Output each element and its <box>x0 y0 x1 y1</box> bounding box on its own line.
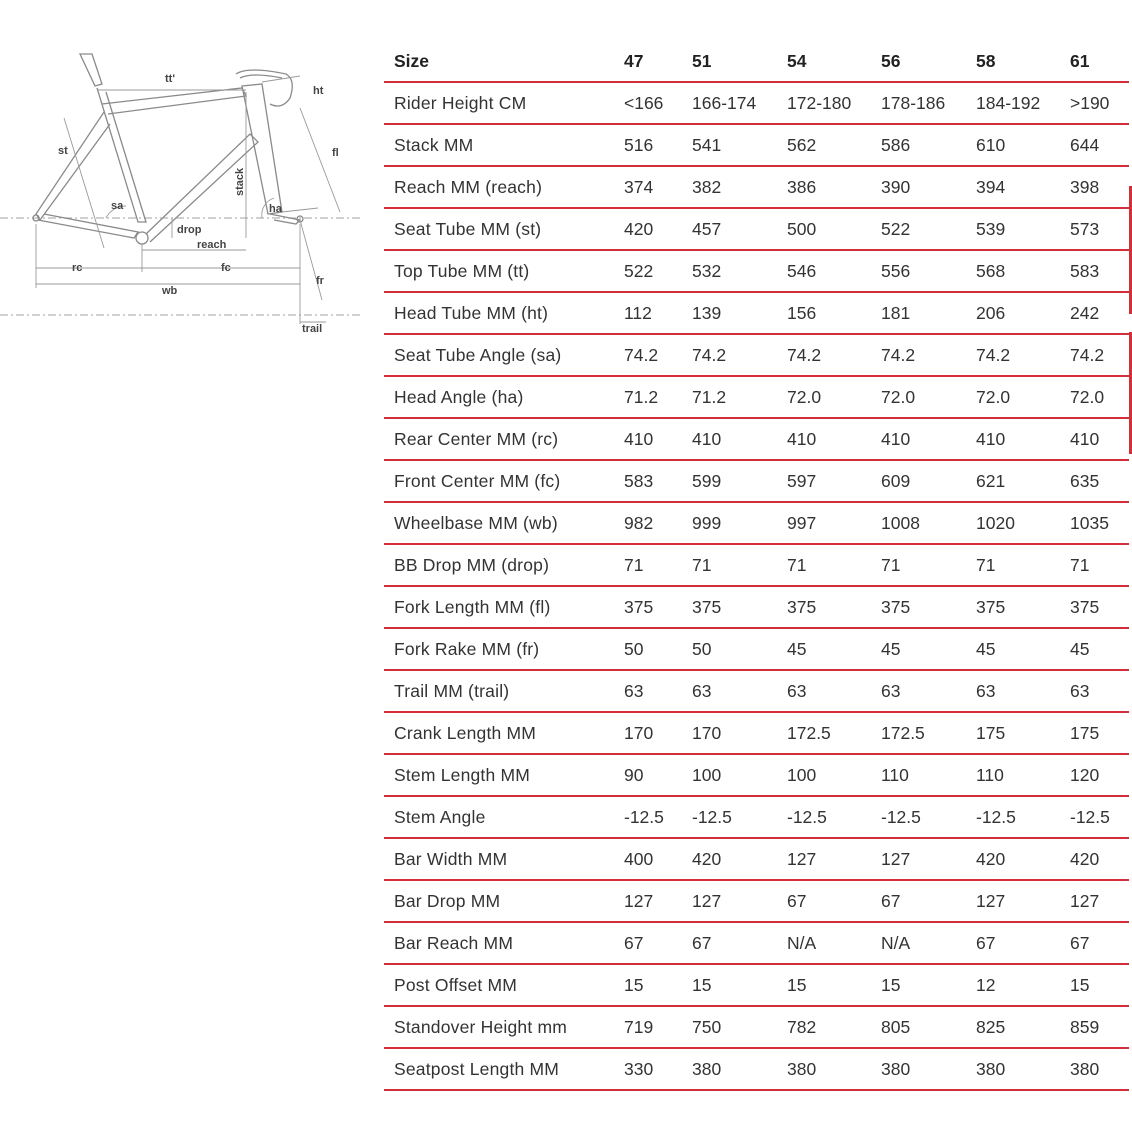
size-column-header: 51 <box>682 41 777 82</box>
table-cell: 1035 <box>1060 502 1129 544</box>
row-label: Top Tube MM (tt) <box>384 250 614 292</box>
table-cell: 410 <box>777 418 871 460</box>
table-cell: 166-174 <box>682 82 777 124</box>
row-label: Standover Height mm <box>384 1006 614 1048</box>
table-cell: 15 <box>871 964 966 1006</box>
table-cell: 71 <box>614 544 682 586</box>
table-cell: 635 <box>1060 460 1129 502</box>
table-cell: 63 <box>966 670 1060 712</box>
table-row <box>384 964 1129 1006</box>
table-cell: 556 <box>871 250 966 292</box>
table-cell: 172.5 <box>871 712 966 754</box>
table-cell: 621 <box>966 460 1060 502</box>
table-cell: 172.5 <box>777 712 871 754</box>
table-cell: 181 <box>871 292 966 334</box>
table-cell: -12.5 <box>1060 796 1129 838</box>
table-cell: 644 <box>1060 124 1129 166</box>
table-row <box>384 544 1129 586</box>
table-cell: 380 <box>777 1048 871 1090</box>
table-cell: 63 <box>777 670 871 712</box>
table-cell: 375 <box>1060 586 1129 628</box>
table-cell: 72.0 <box>871 376 966 418</box>
table-cell: 15 <box>614 964 682 1006</box>
table-cell: 74.2 <box>614 334 682 376</box>
table-cell: 110 <box>871 754 966 796</box>
row-label: Seatpost Length MM <box>384 1048 614 1090</box>
table-cell: 1008 <box>871 502 966 544</box>
size-column-header: 58 <box>966 41 1060 82</box>
table-cell: 522 <box>614 250 682 292</box>
table-cell: 170 <box>682 712 777 754</box>
table-cell: 127 <box>871 838 966 880</box>
table-cell: 420 <box>1060 838 1129 880</box>
table-cell: 750 <box>682 1006 777 1048</box>
table-cell: -12.5 <box>777 796 871 838</box>
row-label: Rider Height CM <box>384 82 614 124</box>
table-cell: 382 <box>682 166 777 208</box>
table-row <box>384 250 1129 292</box>
label-wb: wb <box>162 285 178 297</box>
table-cell: 583 <box>614 460 682 502</box>
table-cell: 67 <box>777 880 871 922</box>
table-cell: 71.2 <box>682 376 777 418</box>
frame-geometry-diagram <box>0 38 362 338</box>
geometry-table-body <box>384 82 1129 1090</box>
table-cell: 63 <box>1060 670 1129 712</box>
table-cell: 67 <box>871 880 966 922</box>
table-cell: 420 <box>966 838 1060 880</box>
table-cell: 420 <box>682 838 777 880</box>
row-label: Fork Rake MM (fr) <box>384 628 614 670</box>
table-cell: 568 <box>966 250 1060 292</box>
row-label: BB Drop MM (drop) <box>384 544 614 586</box>
label-reach: reach <box>197 239 227 251</box>
label-fr: fr <box>316 275 324 287</box>
table-cell: 539 <box>966 208 1060 250</box>
table-cell: 516 <box>614 124 682 166</box>
label-drop: drop <box>177 224 202 236</box>
table-cell: N/A <box>777 922 871 964</box>
size-column-header: 61 <box>1060 41 1129 82</box>
table-cell: 110 <box>966 754 1060 796</box>
table-cell: 380 <box>1060 1048 1129 1090</box>
size-header: Size <box>384 41 614 82</box>
row-label: Seat Tube MM (st) <box>384 208 614 250</box>
table-cell: 12 <box>966 964 1060 1006</box>
table-row <box>384 334 1129 376</box>
label-fl: fl <box>332 147 339 159</box>
table-cell: 500 <box>777 208 871 250</box>
table-cell: 394 <box>966 166 1060 208</box>
table-cell: 609 <box>871 460 966 502</box>
row-label: Post Offset MM <box>384 964 614 1006</box>
row-label: Bar Width MM <box>384 838 614 880</box>
table-cell: 997 <box>777 502 871 544</box>
table-cell: 72.0 <box>777 376 871 418</box>
table-cell: 74.2 <box>871 334 966 376</box>
table-cell: 398 <box>1060 166 1129 208</box>
table-cell: 74.2 <box>966 334 1060 376</box>
row-label: Fork Length MM (fl) <box>384 586 614 628</box>
table-cell: 610 <box>966 124 1060 166</box>
table-cell: 172-180 <box>777 82 871 124</box>
table-cell: 175 <box>1060 712 1129 754</box>
table-row <box>384 502 1129 544</box>
table-cell: 375 <box>682 586 777 628</box>
table-cell: 100 <box>682 754 777 796</box>
row-label: Crank Length MM <box>384 712 614 754</box>
table-row <box>384 670 1129 712</box>
table-cell: 583 <box>1060 250 1129 292</box>
table-cell: 50 <box>682 628 777 670</box>
table-cell: 45 <box>777 628 871 670</box>
frame-outline <box>0 54 360 315</box>
table-cell: 67 <box>1060 922 1129 964</box>
table-cell: 50 <box>614 628 682 670</box>
table-cell: 410 <box>614 418 682 460</box>
table-cell: 375 <box>966 586 1060 628</box>
size-column-header: 54 <box>777 41 871 82</box>
table-cell: 45 <box>1060 628 1129 670</box>
table-row <box>384 418 1129 460</box>
table-cell: 15 <box>682 964 777 1006</box>
table-cell: 410 <box>966 418 1060 460</box>
table-cell: 546 <box>777 250 871 292</box>
table-cell: 178-186 <box>871 82 966 124</box>
label-stack: stack <box>234 167 246 196</box>
table-cell: 71 <box>777 544 871 586</box>
table-cell: 242 <box>1060 292 1129 334</box>
table-cell: 999 <box>682 502 777 544</box>
table-cell: 71 <box>966 544 1060 586</box>
table-row <box>384 796 1129 838</box>
table-cell: 825 <box>966 1006 1060 1048</box>
table-row <box>384 166 1129 208</box>
table-cell: 63 <box>614 670 682 712</box>
table-cell: 127 <box>1060 880 1129 922</box>
table-row <box>384 586 1129 628</box>
table-cell: -12.5 <box>682 796 777 838</box>
table-cell: 420 <box>614 208 682 250</box>
table-cell: 380 <box>871 1048 966 1090</box>
table-cell: 67 <box>682 922 777 964</box>
table-cell: 127 <box>682 880 777 922</box>
table-cell: 532 <box>682 250 777 292</box>
table-cell: 782 <box>777 1006 871 1048</box>
table-cell: 410 <box>871 418 966 460</box>
table-cell: 45 <box>871 628 966 670</box>
table-row <box>384 292 1129 334</box>
geometry-table <box>384 41 1129 1091</box>
table-cell: 573 <box>1060 208 1129 250</box>
table-cell: -12.5 <box>614 796 682 838</box>
table-row <box>384 376 1129 418</box>
table-cell: 982 <box>614 502 682 544</box>
table-cell: 139 <box>682 292 777 334</box>
table-cell: 74.2 <box>682 334 777 376</box>
table-cell: 380 <box>966 1048 1060 1090</box>
table-cell: 72.0 <box>966 376 1060 418</box>
row-label: Front Center MM (fc) <box>384 460 614 502</box>
table-cell: 719 <box>614 1006 682 1048</box>
table-cell: 127 <box>614 880 682 922</box>
table-cell: 859 <box>1060 1006 1129 1048</box>
size-column-header: 56 <box>871 41 966 82</box>
table-cell: 375 <box>777 586 871 628</box>
table-row <box>384 922 1129 964</box>
table-cell: 410 <box>1060 418 1129 460</box>
label-tt: tt' <box>165 73 175 85</box>
table-row <box>384 82 1129 124</box>
table-cell: -12.5 <box>966 796 1060 838</box>
row-label: Trail MM (trail) <box>384 670 614 712</box>
table-cell: 45 <box>966 628 1060 670</box>
label-ha: ha <box>269 203 282 215</box>
label-fc: fc <box>221 262 231 274</box>
row-label: Stack MM <box>384 124 614 166</box>
row-label: Seat Tube Angle (sa) <box>384 334 614 376</box>
table-cell: 586 <box>871 124 966 166</box>
table-cell: 206 <box>966 292 1060 334</box>
table-row <box>384 754 1129 796</box>
table-cell: 390 <box>871 166 966 208</box>
table-cell: 170 <box>614 712 682 754</box>
table-cell: 100 <box>777 754 871 796</box>
row-label: Stem Angle <box>384 796 614 838</box>
table-cell: 375 <box>614 586 682 628</box>
table-cell: -12.5 <box>871 796 966 838</box>
table-cell: 599 <box>682 460 777 502</box>
table-cell: 184-192 <box>966 82 1060 124</box>
table-cell: 127 <box>777 838 871 880</box>
table-row <box>384 1006 1129 1048</box>
table-cell: 805 <box>871 1006 966 1048</box>
table-cell: 120 <box>1060 754 1129 796</box>
table-cell: 63 <box>682 670 777 712</box>
label-st: st <box>58 145 68 157</box>
table-cell: 410 <box>682 418 777 460</box>
table-cell: 71 <box>871 544 966 586</box>
row-label: Bar Drop MM <box>384 880 614 922</box>
table-row <box>384 1048 1129 1090</box>
table-cell: 522 <box>871 208 966 250</box>
table-cell: 375 <box>871 586 966 628</box>
table-cell: 1020 <box>966 502 1060 544</box>
label-ht: ht <box>313 85 324 97</box>
table-cell: 127 <box>966 880 1060 922</box>
table-cell: 67 <box>614 922 682 964</box>
label-rc: rc <box>72 262 83 274</box>
table-row <box>384 628 1129 670</box>
table-cell: 457 <box>682 208 777 250</box>
table-cell: 15 <box>1060 964 1129 1006</box>
row-label: Stem Length MM <box>384 754 614 796</box>
row-label: Wheelbase MM (wb) <box>384 502 614 544</box>
dimension-lines <box>36 76 340 324</box>
table-cell: 374 <box>614 166 682 208</box>
table-cell: 112 <box>614 292 682 334</box>
table-cell: 74.2 <box>777 334 871 376</box>
table-cell: 597 <box>777 460 871 502</box>
diagram-labels <box>58 73 339 335</box>
table-cell: 63 <box>871 670 966 712</box>
table-row <box>384 124 1129 166</box>
table-cell: 71.2 <box>614 376 682 418</box>
label-trail: trail <box>302 323 323 335</box>
label-sa: sa <box>111 200 124 212</box>
table-cell: >190 <box>1060 82 1129 124</box>
table-cell: 380 <box>682 1048 777 1090</box>
table-cell: <166 <box>614 82 682 124</box>
table-cell: 541 <box>682 124 777 166</box>
table-cell: 15 <box>777 964 871 1006</box>
row-label: Bar Reach MM <box>384 922 614 964</box>
row-label: Head Tube MM (ht) <box>384 292 614 334</box>
size-header-row <box>384 41 1129 82</box>
table-cell: 72.0 <box>1060 376 1129 418</box>
table-row <box>384 880 1129 922</box>
table-cell: N/A <box>871 922 966 964</box>
table-cell: 71 <box>1060 544 1129 586</box>
table-cell: 156 <box>777 292 871 334</box>
table-row <box>384 838 1129 880</box>
table-cell: 330 <box>614 1048 682 1090</box>
table-cell: 67 <box>966 922 1060 964</box>
table-cell: 175 <box>966 712 1060 754</box>
table-cell: 74.2 <box>1060 334 1129 376</box>
row-label: Rear Center MM (rc) <box>384 418 614 460</box>
table-row <box>384 460 1129 502</box>
table-cell: 90 <box>614 754 682 796</box>
table-row <box>384 208 1129 250</box>
row-label: Head Angle (ha) <box>384 376 614 418</box>
table-cell: 386 <box>777 166 871 208</box>
row-label: Reach MM (reach) <box>384 166 614 208</box>
size-column-header: 47 <box>614 41 682 82</box>
table-cell: 400 <box>614 838 682 880</box>
table-row <box>384 712 1129 754</box>
table-cell: 71 <box>682 544 777 586</box>
table-cell: 562 <box>777 124 871 166</box>
